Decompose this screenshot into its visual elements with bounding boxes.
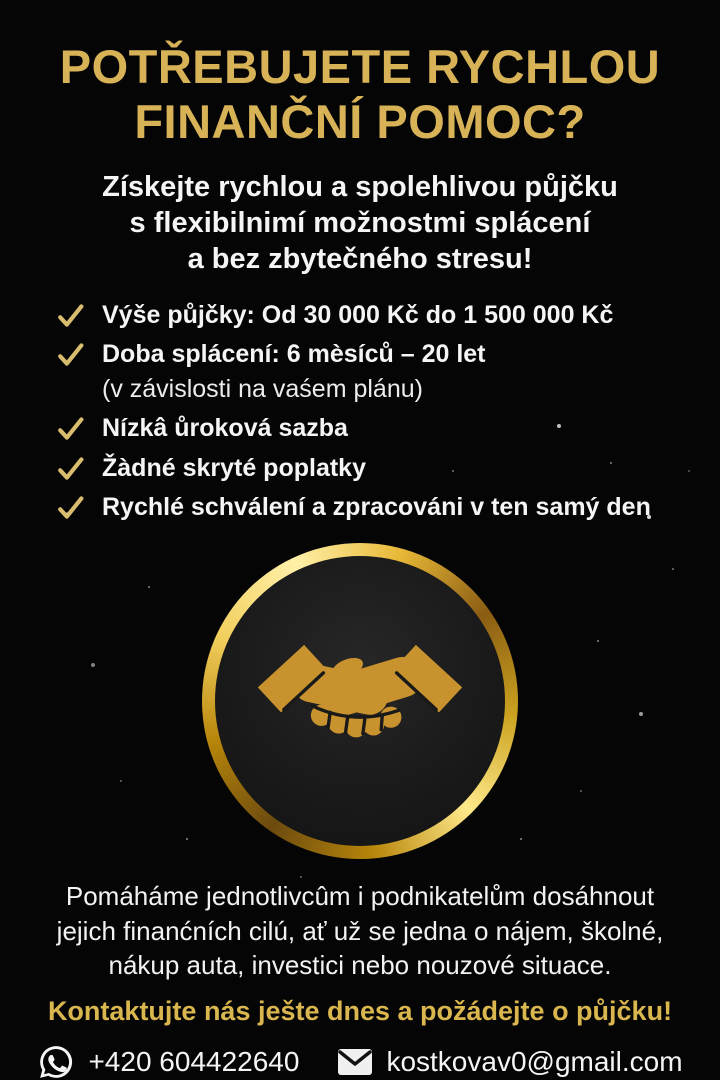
list-item	[50, 453, 670, 484]
handshake-icon	[254, 623, 466, 769]
check-icon	[56, 301, 85, 330]
title-line-1: POTŘEBUJETE RYCHLOU	[59, 40, 661, 93]
whatsapp-icon	[37, 1043, 75, 1080]
benefit-text: Žàdné skryté poplatky	[102, 453, 366, 482]
list-item	[50, 492, 670, 523]
benefit-list	[50, 300, 670, 523]
benefit-text: Doba splácení: 6 mèsíců – 20 let	[102, 340, 486, 369]
handshake-badge	[202, 543, 518, 859]
about-line-2: jejich finanćních cilú, ať už se jedna o nájem, školné,	[56, 915, 664, 946]
check-icon	[56, 493, 85, 522]
subtitle-line-3: a bez zbytečného stresu!	[187, 243, 533, 276]
star-speckles	[0, 0, 2, 2]
benefit-text: Nízkâ ůroková sazba	[102, 414, 348, 443]
about-line-1: Pomáháme jednotlivcûm i podnikatelům dosáhnout	[65, 880, 655, 911]
check-icon	[56, 454, 85, 483]
envelope-icon	[337, 1048, 373, 1076]
contact-row	[0, 1043, 720, 1080]
subtitle	[0, 169, 720, 278]
benefit-text: Rychlé schválení a zpracováni v ten samý den	[102, 493, 651, 522]
check-icon	[56, 340, 85, 369]
phone-number: +420 604422640	[88, 1046, 300, 1078]
handshake-badge-inner	[215, 556, 505, 846]
subtitle-line-1: Získejte rychlou a spolehlivou půjčku	[102, 170, 618, 203]
benefit-text: Výše půjčky: Od 30 000 Kč do 1 500 000 Kč	[102, 300, 614, 329]
email-contact[interactable]	[337, 1046, 682, 1078]
page-title	[0, 0, 720, 150]
list-item	[50, 300, 670, 331]
about-text	[30, 879, 690, 983]
benefit-note: (v závislosti na vaśem plánu)	[102, 374, 423, 403]
list-item	[50, 413, 670, 444]
about-line-3: nákup auta, investici nebo nouzové situace.	[108, 950, 612, 981]
list-item	[50, 339, 670, 404]
title-line-2: FINANČNÍ POMOC?	[134, 94, 586, 148]
cta-text: Kontaktujte nás ješte dnes a požádejte o půjčku!	[47, 996, 673, 1027]
phone-contact[interactable]	[37, 1043, 299, 1080]
check-icon	[56, 414, 85, 443]
email-address: kostkovav0@gmail.com	[386, 1046, 683, 1078]
subtitle-line-2: s flexibilnimí možnostmi splácení	[129, 207, 591, 240]
